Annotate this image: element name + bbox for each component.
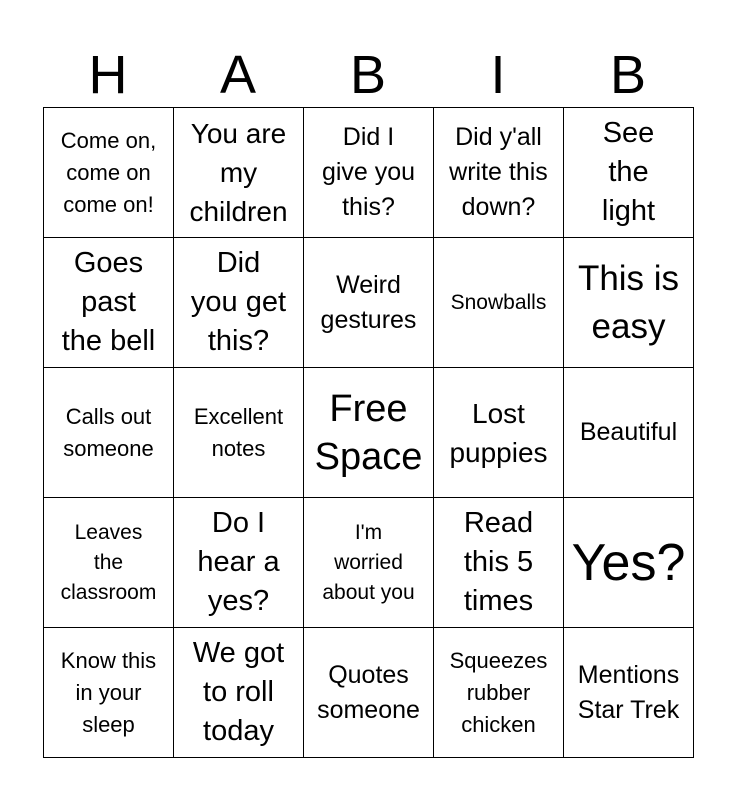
header-letter-b: B bbox=[349, 45, 387, 105]
bingo-cell-4-1[interactable] bbox=[44, 498, 174, 628]
cell-text: Excellent notes bbox=[193, 403, 284, 461]
cell-text: Did I give you this? bbox=[321, 123, 416, 221]
cell-text: Mentions Star Trek bbox=[577, 660, 680, 724]
cell-text: See the light bbox=[601, 117, 656, 227]
bingo-cell-5-5[interactable] bbox=[564, 628, 694, 758]
header-letter-i: I bbox=[490, 45, 506, 105]
bingo-cell-5-1[interactable] bbox=[44, 628, 174, 758]
cell-text: Come on, come on come on! bbox=[60, 127, 157, 217]
cell-text: Calls out someone bbox=[63, 403, 154, 461]
cell-text: Snowballs bbox=[450, 290, 547, 314]
cell-text: Goes past the bell bbox=[61, 247, 156, 357]
header-letter-h: H bbox=[88, 45, 128, 105]
cell-text: We got to roll today bbox=[192, 637, 285, 747]
bingo-cell-5-3[interactable] bbox=[304, 628, 434, 758]
header-letter-a: A bbox=[219, 45, 257, 105]
bingo-header bbox=[43, 44, 693, 106]
bingo-cell-1-1[interactable] bbox=[44, 108, 174, 238]
header-letter-b-2: B bbox=[609, 45, 647, 105]
cell-text: Know this in your sleep bbox=[60, 647, 157, 737]
cell-text: Do I hear a yes? bbox=[197, 507, 280, 617]
bingo-cell-2-2[interactable] bbox=[174, 238, 304, 368]
cell-text: Weird gestures bbox=[320, 270, 417, 334]
bingo-cell-4-5[interactable] bbox=[564, 498, 694, 628]
bingo-cell-2-5[interactable] bbox=[564, 238, 694, 368]
bingo-board bbox=[43, 107, 694, 758]
bingo-cell-3-2[interactable] bbox=[174, 368, 304, 498]
bingo-cell-5-4[interactable] bbox=[434, 628, 564, 758]
cell-text: I'm worried about you bbox=[322, 520, 415, 604]
cell-text: Yes? bbox=[571, 533, 686, 592]
cell-text: Quotes someone bbox=[317, 660, 420, 724]
bingo-cell-2-3[interactable] bbox=[304, 238, 434, 368]
cell-text: Leaves the classroom bbox=[60, 520, 157, 604]
cell-text: Lost puppies bbox=[449, 397, 548, 468]
bingo-cell-1-2[interactable] bbox=[174, 108, 304, 238]
bingo-cell-1-3[interactable] bbox=[304, 108, 434, 238]
cell-text: Beautiful bbox=[579, 418, 678, 446]
free-space-text: Free Space bbox=[314, 387, 423, 478]
cell-text: Did you get this? bbox=[190, 247, 287, 357]
bingo-cell-3-1[interactable] bbox=[44, 368, 174, 498]
bingo-cell-1-4[interactable] bbox=[434, 108, 564, 238]
bingo-cell-5-2[interactable] bbox=[174, 628, 304, 758]
bingo-cell-3-4[interactable] bbox=[434, 368, 564, 498]
bingo-cell-3-5[interactable] bbox=[564, 368, 694, 498]
bingo-cell-free-space[interactable] bbox=[304, 368, 434, 498]
bingo-cell-4-3[interactable] bbox=[304, 498, 434, 628]
cell-text: This is easy bbox=[577, 258, 680, 346]
bingo-cell-4-2[interactable] bbox=[174, 498, 304, 628]
bingo-cell-4-4[interactable] bbox=[434, 498, 564, 628]
cell-text: Read this 5 times bbox=[463, 507, 534, 617]
cell-text: You are my children bbox=[189, 118, 288, 227]
cell-text: Did y'all write this down? bbox=[449, 123, 548, 221]
cell-text: Squeezes rubber chicken bbox=[449, 647, 548, 737]
bingo-cell-2-4[interactable] bbox=[434, 238, 564, 368]
bingo-cell-1-5[interactable] bbox=[564, 108, 694, 238]
bingo-cell-2-1[interactable] bbox=[44, 238, 174, 368]
